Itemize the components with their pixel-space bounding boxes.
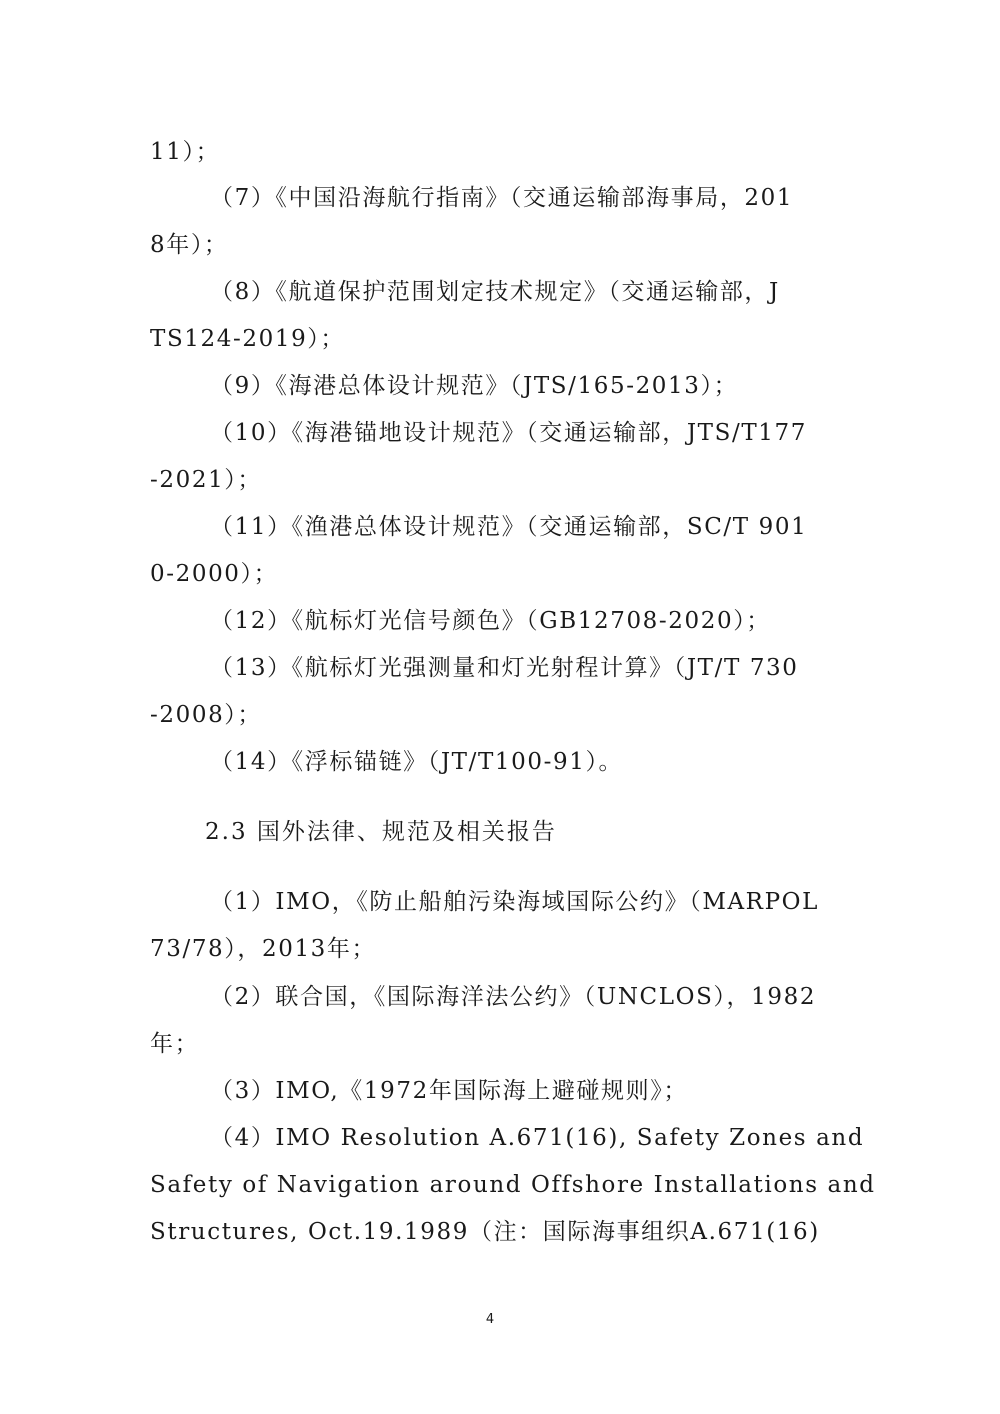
text-line: -2021）； [150, 467, 263, 493]
ref-item-7: （7）《中国沿海航行指南》（交通运输部海事局，201 [210, 185, 794, 211]
ref-item-8: （8）《航道保护范围划定技术规定》（交通运输部，J [210, 279, 780, 305]
text-line: 73/78），2013年； [150, 936, 377, 962]
ref-item-13: （13）《航标灯光强测量和灯光射程计算》（JT/T 730 [210, 655, 799, 681]
text-line: 年； [150, 1031, 200, 1057]
ref-item-9: （9）《海港总体设计规范》（JTS/165-2013）； [210, 373, 739, 399]
ref-item-14: （14）《浮标锚链》（JT/T100-91）。 [210, 749, 624, 775]
text-line: Structures, Oct.19.1989（注：国际海事组织A.671(16) [150, 1219, 820, 1245]
text-line: -2008）； [150, 702, 263, 728]
intl-item-3: （3）IMO,《1972年国际海上避碰规则》； [210, 1078, 688, 1104]
text-line: 0-2000）； [150, 561, 279, 587]
section-heading: 2.3 国外法律、规范及相关报告 [205, 819, 557, 845]
text-line: 8年）； [150, 232, 229, 258]
intl-item-4: （4）IMO Resolution A.671(16), Safety Zones and [210, 1125, 865, 1151]
ref-item-12: （12）《航标灯光信号颜色》（GB12708-2020）； [210, 608, 771, 634]
ref-item-11: （11）《渔港总体设计规范》（交通运输部，SC/T 901 [210, 514, 808, 540]
page-number: 4 [485, 1312, 495, 1327]
intl-item-1: （1）IMO，《防止船舶污染海域国际公约》（MARPOL [210, 889, 820, 915]
text-line: TS124-2019）； [150, 326, 346, 352]
text-line: 11）； [150, 139, 221, 165]
text-line: Safety of Navigation around Offshore Installations and [150, 1172, 876, 1198]
intl-item-2: （2）联合国，《国际海洋法公约》（UNCLOS），1982 [210, 984, 817, 1010]
ref-item-10: （10）《海港锚地设计规范》（交通运输部，JTS/T177 [210, 420, 807, 446]
